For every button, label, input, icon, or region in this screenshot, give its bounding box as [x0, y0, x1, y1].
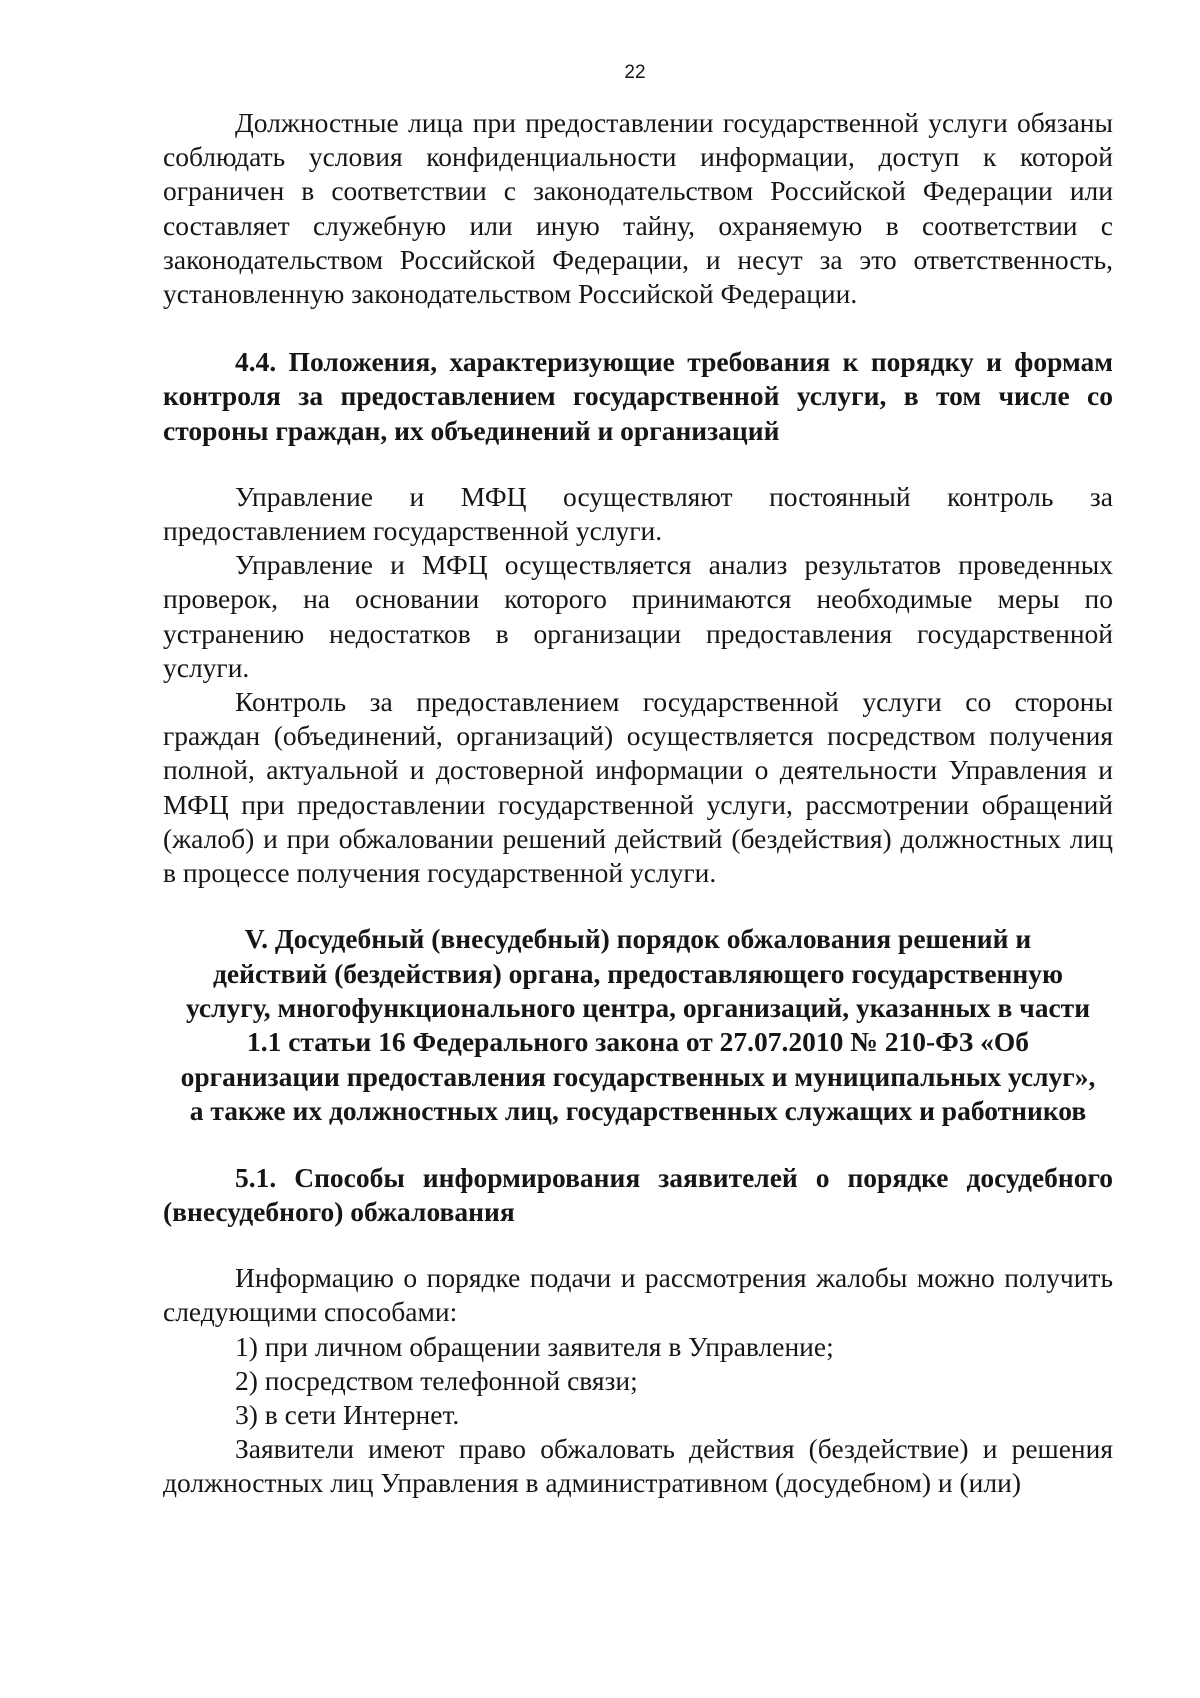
section-v-title-line: V. Досудебный (внесудебный) порядок обжалования решений и [244, 923, 1032, 955]
page-number: 22 [624, 62, 646, 83]
heading-4-4: 4.4. Положения, характеризующие требования к порядку и формам контроля за предоставлением государственной услуги, в том числе со стороны граждан, их объединений и организаций [163, 346, 1113, 446]
section-v-title-line: 1.1 статьи 16 Федерального закона от 27.07.2010 № 210-ФЗ «Об [246, 1026, 1030, 1058]
list-item: 1) при личном обращении заявителя в Управление; [235, 1330, 834, 1362]
list-item: 2) посредством телефонной связи; [235, 1364, 638, 1396]
paragraph-control: Управление и МФЦ осуществляют постоянный контроль за предоставлением государственной услуги. [163, 480, 1113, 547]
section-v-title [163, 922, 1113, 1128]
paragraph-confidentiality: Должностные лица при предоставлении государственной услуги обязаны соблюдать условия конфиденциальности информации, доступ к которой ограничен в соответствии с законодательством Российской Федерации или составляет служебную или иную тайну, охраняемую в соответствии с законодательством Российской Федерации, и несут за это ответственность, установленную законодательством Российской Федерации. [163, 107, 1113, 310]
list-item: 3) в сети Интернет. [235, 1398, 460, 1430]
section-v-title-line: организации предоставления государственных и муниципальных услуг», [180, 1060, 1096, 1092]
paragraph-info-methods: Информацию о порядке подачи и рассмотрения жалобы можно получить следующими способами: [163, 1262, 1113, 1328]
document-body [163, 106, 1113, 1501]
paragraph-analysis: Управление и МФЦ осуществляется анализ результатов проведенных проверок, на основании которого принимаются необходимые меры по устранению недостатков в организации предоставления государственной услуги. [163, 549, 1113, 683]
section-v-title-line: а также их должностных лиц, государственных служащих и работников [189, 1095, 1087, 1127]
paragraph-appeal-right: Заявители имеют право обжаловать действия (бездействие) и решения должностных лиц Управления в административном (досудебном) и (или) [163, 1433, 1113, 1499]
section-v-title-line: услугу, многофункционального центра, организаций, указанных в части [185, 992, 1091, 1024]
section-v-title-line: действий (бездействия) органа, предоставляющего государственную [212, 957, 1063, 989]
heading-5-1: 5.1. Способы информирования заявителей о порядке досудебного (внесудебного) обжалования [163, 1161, 1113, 1227]
paragraph-citizen-control: Контроль за предоставлением государственной услуги со стороны граждан (объединений, организаций) осуществляется посредством получения полной, актуальной и достоверной информации о деятельности Управления и МФЦ при предоставлении государственной услуги, рассмотрении обращений (жалоб) и при обжаловании решений действий (бездействия) должностных лиц в процессе получения государственной услуги. [163, 686, 1113, 889]
